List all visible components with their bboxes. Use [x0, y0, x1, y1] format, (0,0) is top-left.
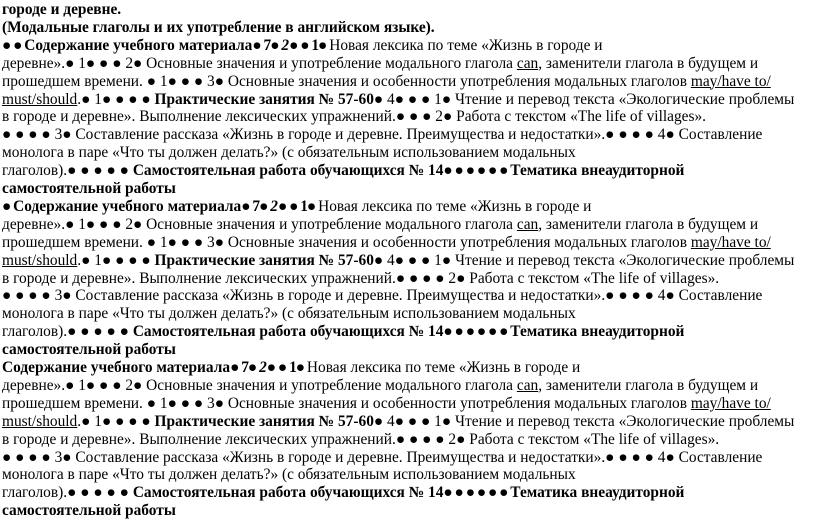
text-segment: can	[516, 376, 539, 394]
text-segment: Тематика внеаудиторной	[510, 484, 685, 502]
text-line	[2, 126, 812, 143]
text-segment: 2	[270, 197, 278, 215]
text-line	[2, 73, 812, 90]
text-line	[2, 305, 812, 322]
text-segment: ● 4● ● ● 1● Чтение и перевод текста «Экологические проблемы	[373, 412, 795, 430]
text-segment: Практические занятия № 57-60	[154, 90, 374, 108]
text-line	[2, 270, 812, 287]
text-segment: must/should	[2, 412, 78, 430]
text-line	[2, 55, 812, 72]
text-segment: ● ● 1●	[266, 359, 307, 376]
text-line	[2, 198, 812, 215]
text-segment: ● 7●	[241, 197, 271, 215]
text-segment: деревне».● 1● ● ● 2● Основные значения и употребление модального глагола	[2, 54, 517, 72]
text-segment: Практические занятия № 57-60	[154, 251, 374, 269]
text-segment: в городе и деревне». Выполнение лексических упражнений.● ● ● ● 2● Работа с текстом «The life of villages».	[2, 430, 720, 448]
text-line	[2, 449, 812, 466]
text-segment: can	[516, 54, 539, 72]
text-line	[2, 323, 812, 340]
text-line	[2, 234, 812, 251]
text-line	[2, 37, 812, 54]
text-line	[2, 252, 812, 269]
text-segment: ● ● 1●	[277, 197, 319, 215]
text-segment: may/have to/	[690, 394, 771, 412]
text-segment: .● 1● ● ● ●	[77, 412, 155, 430]
text-segment: , заменители глагола в будущем и	[538, 54, 759, 72]
text-line	[2, 91, 812, 108]
text-segment: ● ● 1●	[289, 36, 330, 54]
text-segment: ● ●	[2, 36, 25, 54]
text-segment: городе и деревне.	[2, 1, 122, 18]
text-segment: ● ● ● ● 3● Составление рассказа «Жизнь в городе и деревне. Преимущества и недостатки».● ● ● ● 4● Составление	[2, 448, 763, 466]
text-segment: прошедшем времени. ● 1● ● ● 3● Основные значения и особенности употребления модальных глаголов	[2, 394, 691, 412]
text-segment: ● 7●	[252, 36, 282, 54]
text-segment: прошедшем времени. ● 1● ● ● 3● Основные значения и особенности употребления модальных глаголов	[2, 233, 691, 251]
text-line	[2, 162, 812, 179]
text-segment: монолога в паре «Что ты должен делать?» (с обязательным использованием модальных	[2, 144, 576, 162]
text-segment: ● ● ● ● ● ●	[443, 162, 511, 180]
text-line	[2, 1, 812, 18]
text-line	[2, 395, 812, 412]
text-segment: Практические занятия № 57-60	[154, 412, 374, 430]
text-segment: ● ● ● ● 3● Составление рассказа «Жизнь в городе и деревне. Преимущества и недостатки».● ● ● ● 4● Составление	[2, 287, 763, 305]
text-line	[2, 502, 812, 519]
text-segment: Содержание учебного материала	[13, 197, 242, 215]
text-segment: Тематика внеаудиторной	[510, 323, 685, 341]
text-segment: Самостоятельная работа обучающихся № 14	[132, 162, 444, 180]
text-line	[2, 359, 812, 376]
text-segment: Содержание учебного материала	[24, 36, 253, 54]
text-segment: Тематика внеаудиторной	[510, 162, 685, 180]
text-segment: ●	[2, 197, 14, 215]
text-segment: ● ● ● ● ● ●	[443, 323, 511, 341]
text-line	[2, 287, 812, 304]
text-line	[2, 144, 812, 161]
text-line	[2, 413, 812, 430]
text-segment: ● 7●	[230, 359, 260, 376]
text-line	[2, 341, 812, 358]
text-segment: , заменители глагола в будущем и	[538, 376, 759, 394]
text-segment: прошедшем времени. ● 1● ● ● 3● Основные значения и особенности употребления модальных глаголов	[2, 72, 691, 90]
text-segment: 2	[281, 36, 290, 54]
text-segment: can	[516, 215, 539, 233]
text-segment: в городе и деревне». Выполнение лексических упражнений.● ● ● 2● Работа с текстом «The life of villages».	[2, 108, 707, 126]
text-segment: Самостоятельная работа обучающихся № 14	[132, 484, 444, 502]
text-segment: Новая лексика по теме «Жизнь в городе и	[318, 197, 592, 215]
text-segment: .● 1● ● ● ●	[77, 251, 155, 269]
text-segment: 2	[259, 359, 267, 376]
text-segment: , заменители глагола в будущем и	[538, 215, 759, 233]
text-segment: must/should	[2, 251, 78, 269]
text-segment: Новая лексика по теме «Жизнь в городе и	[306, 359, 581, 376]
text-line	[2, 216, 812, 233]
text-segment: самостоятельной работы	[2, 502, 176, 520]
text-line	[2, 431, 812, 448]
text-line	[2, 108, 812, 125]
text-segment: монолога в паре «Что ты должен делать?» (с обязательным использованием модальных	[2, 305, 576, 323]
text-segment: ● 4● ● ● 1● Чтение и перевод текста «Экологические проблемы	[373, 90, 795, 108]
text-segment: деревне».● 1● ● ● 2● Основные значения и употребление модального глагола	[2, 215, 517, 233]
text-segment: глаголов).● ● ● ● ●	[2, 484, 133, 502]
text-segment: самостоятельной работы	[2, 341, 176, 359]
text-line	[2, 180, 812, 197]
text-segment: Самостоятельная работа обучающихся № 14	[132, 323, 444, 341]
text-segment: деревне».● 1● ● ● 2● Основные значения и употребление модального глагола	[2, 376, 517, 394]
text-segment: глаголов).● ● ● ● ●	[2, 323, 133, 341]
text-segment: may/have to/	[690, 233, 771, 251]
text-segment: в городе и деревне». Выполнение лексических упражнений.● ● ● ● 2● Работа с текстом «The life of villages».	[2, 269, 720, 287]
text-segment: ● ● ● ● ● ●	[443, 484, 511, 502]
text-line	[2, 19, 812, 36]
text-segment: ● 4● ● ● 1● Чтение и перевод текста «Экологические проблемы	[373, 251, 795, 269]
text-segment: ● ● ● ● 3● Составление рассказа «Жизнь в городе и деревне. Преимущества и недостатки».● ● ● ● 4● Составление	[2, 126, 763, 144]
text-line	[2, 377, 812, 394]
text-line	[2, 466, 812, 483]
text-segment: (Модальные глаголы и их употребление в английском языке).	[2, 18, 435, 36]
text-line	[2, 484, 812, 501]
text-segment: may/have to/	[690, 72, 771, 90]
text-segment: Новая лексика по теме «Жизнь в городе и	[329, 36, 603, 54]
text-segment: глаголов).● ● ● ● ●	[2, 162, 133, 180]
text-segment: Содержание учебного материала	[2, 359, 231, 376]
text-segment: монолога в паре «Что ты должен делать?» (с обязательным использованием модальных	[2, 466, 576, 484]
text-segment: .● 1● ● ● ●	[77, 90, 155, 108]
text-segment: самостоятельной работы	[2, 180, 176, 197]
text-segment: must/should	[2, 90, 78, 108]
